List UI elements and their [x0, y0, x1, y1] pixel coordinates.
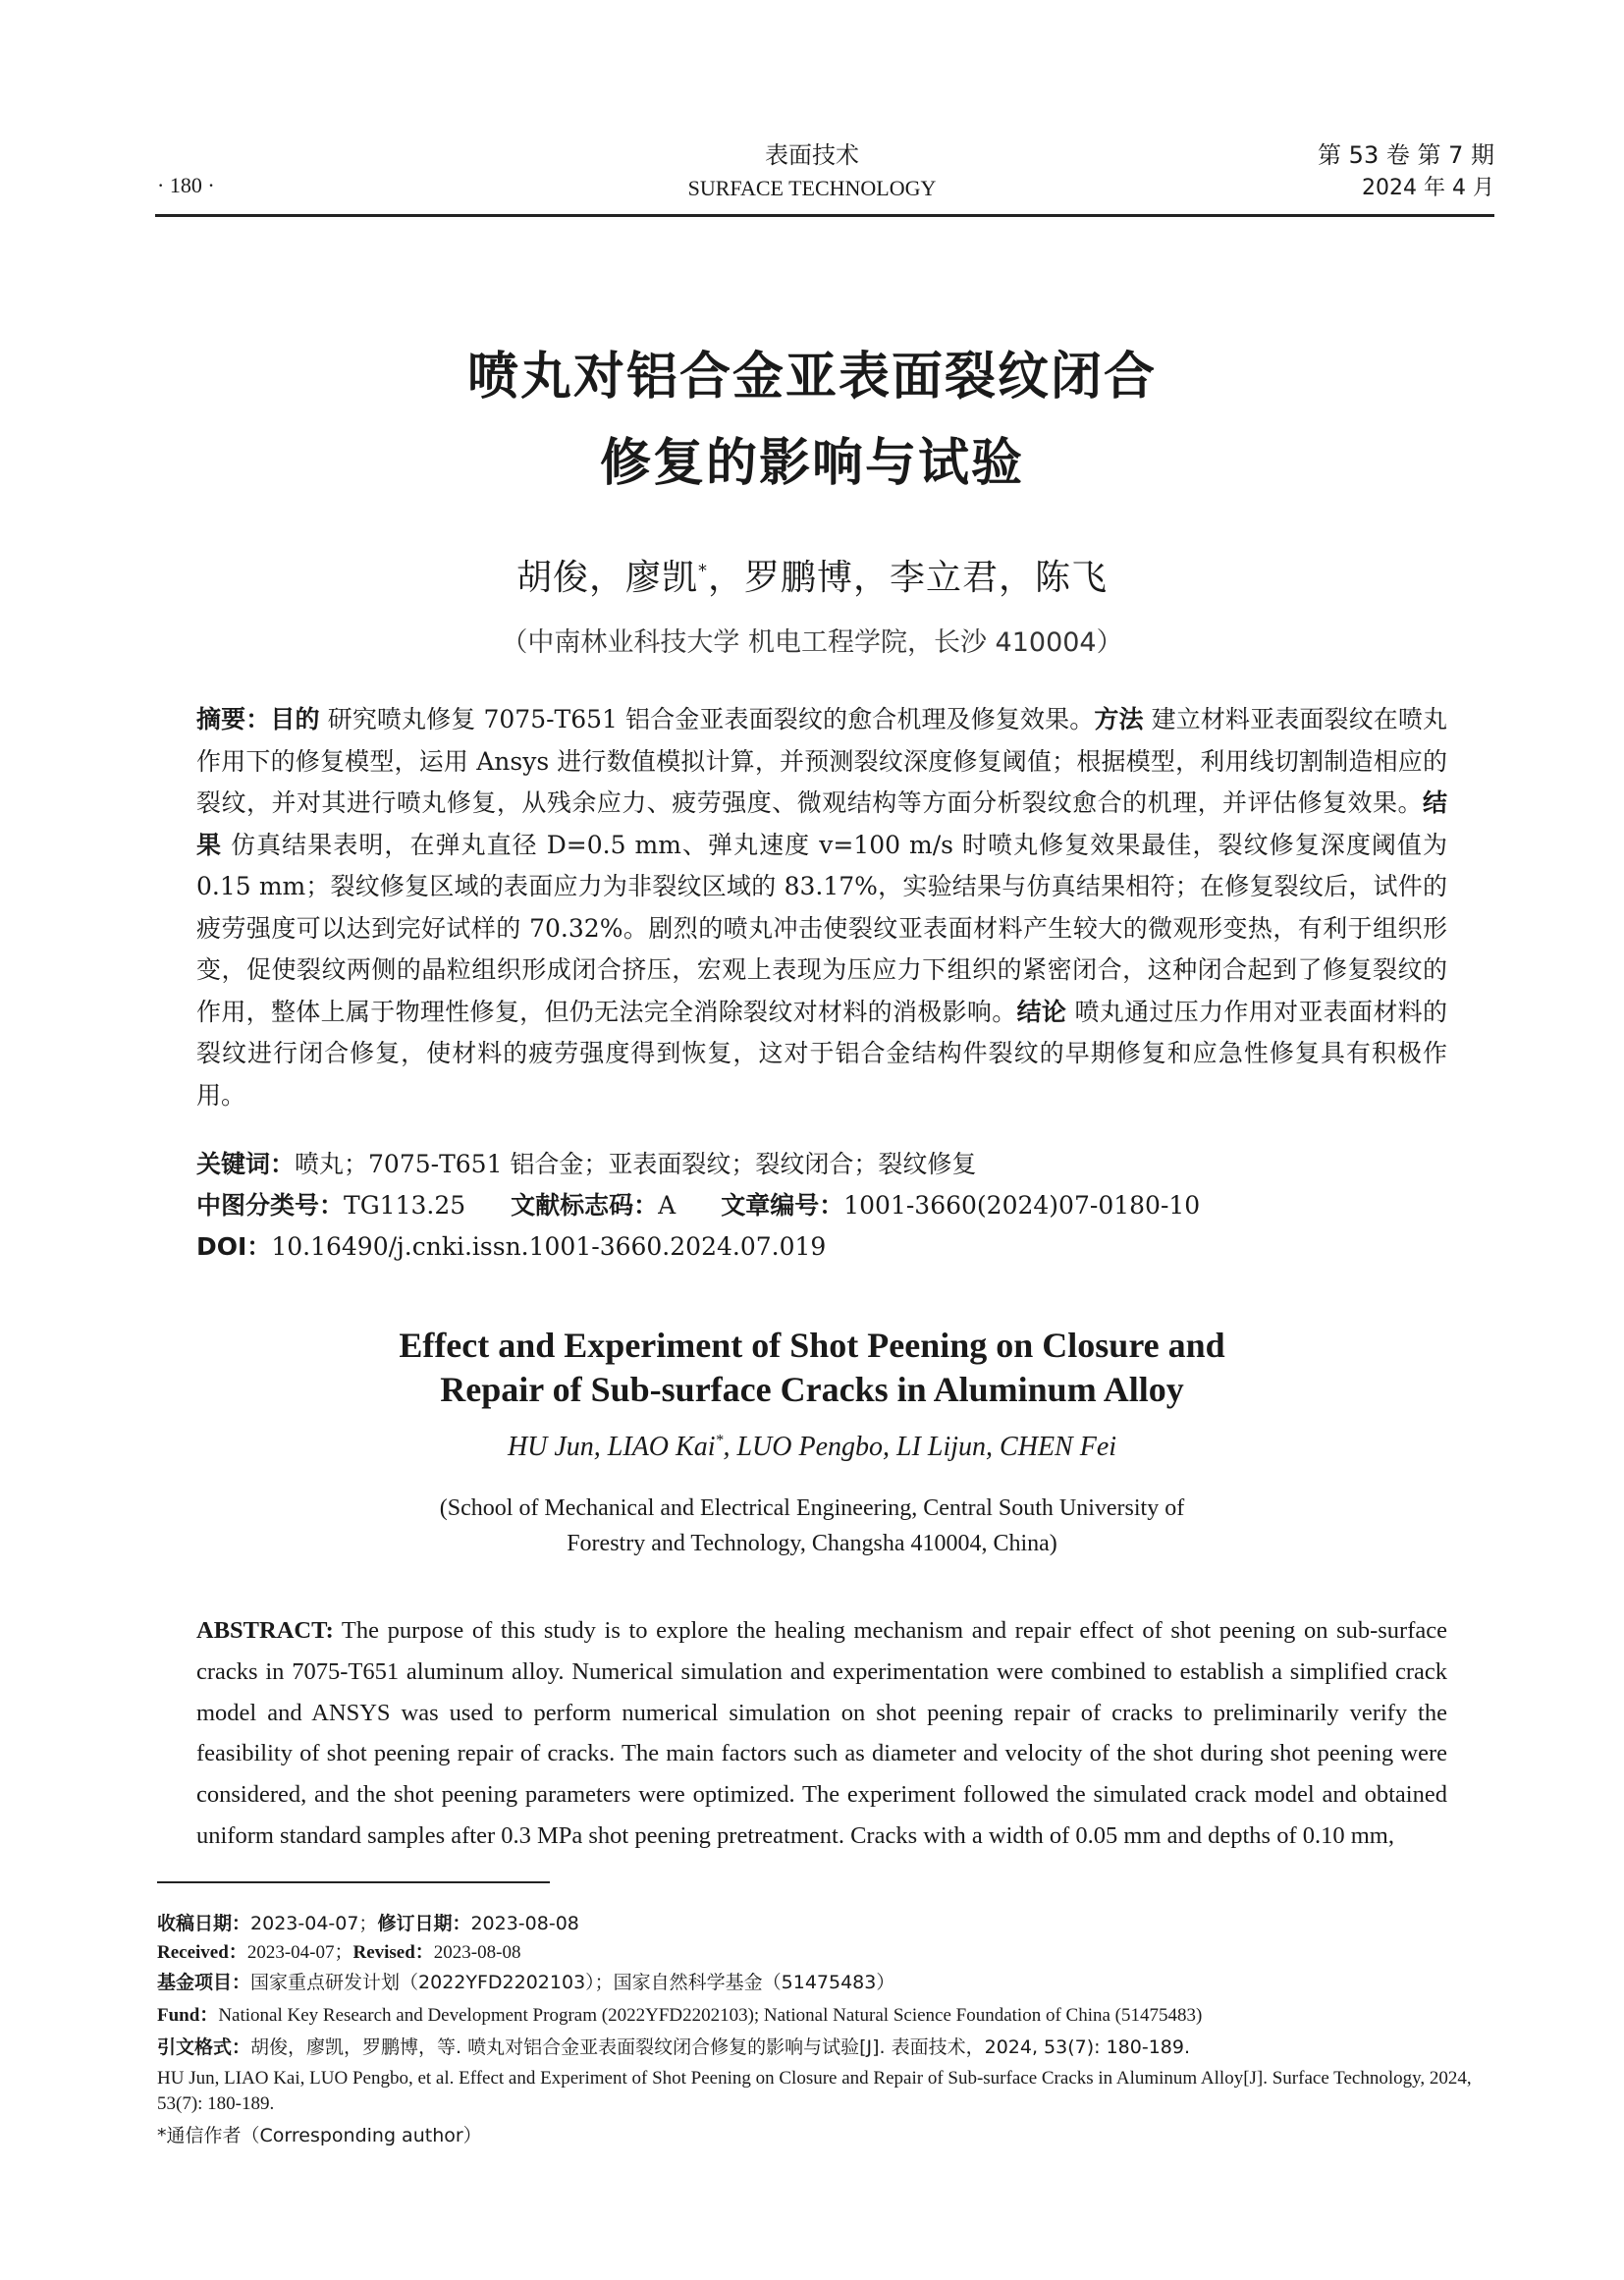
article-number-label: 文章编号：	[721, 1191, 844, 1220]
doc-code-label: 文献标志码：	[511, 1191, 659, 1220]
received-cn-value: 2023-04-07；	[250, 1913, 378, 1934]
volume-issue: 第 53 卷 第 7 期	[1318, 141, 1494, 169]
result-label: 结果	[196, 788, 1447, 859]
footnote-fund-en	[157, 2003, 1483, 2029]
author-cn-2: 廖凯	[624, 558, 698, 598]
issue-date: 2024 年 4 月	[1362, 176, 1494, 200]
doi-value[interactable]: 10.16490/j.cnki.issn.1001-3660.2024.07.019	[271, 1232, 827, 1261]
keywords	[196, 1145, 1447, 1180]
revised-cn-value: 2023-08-08	[470, 1913, 579, 1934]
article-number-value: 1001-3660(2024)07-0180-10	[843, 1191, 1201, 1220]
authors-en-rest: , LUO Pengbo, LI Lijun, CHEN Fei	[723, 1432, 1117, 1462]
journal-name-cn: 表面技术	[765, 141, 859, 169]
issue-info	[1318, 137, 1494, 204]
result-text: 仿真结果表明，在弹丸直径 D=0.5 mm、弹丸速度 v=100 m/s 时喷丸修复效果最佳，裂纹修复深度阈值为 0.15 mm；裂纹修复区域的表面应力为非裂纹区域的 83.17%，实验结果与仿真结果相符；在修复裂纹后，试件的疲劳强度可以达到完好试样的 70.32%。剧烈的喷丸冲击使裂纹亚表面材料产生较大的微观形变热，有利于组织形变，促使裂纹两侧的晶粒组织形成闭合挤压，宏观上表现为压应力下组织的紧密闭合，这种闭合起到了修复裂纹的作用，整体上属于物理性修复，但仍无法完全消除裂纹对材料的消极影响。	[196, 830, 1447, 1026]
revised-en-value: 2023-08-08	[433, 1942, 521, 1963]
header-rule	[155, 214, 1494, 217]
abstract-cn-label: 摘要：	[196, 705, 271, 733]
authors-en	[0, 1432, 1624, 1463]
abstract-cn	[196, 699, 1447, 1116]
revised-en-label: Revised：	[352, 1942, 434, 1963]
clc-value: TG113.25	[344, 1191, 466, 1220]
footnote-fund-cn	[157, 1970, 1483, 1995]
title-en-line1: Effect and Experiment of Shot Peening on Closure and	[399, 1326, 1225, 1365]
author-cn-rest: ，罗鹏博，李立君，陈飞	[708, 558, 1109, 598]
received-en-value: 2023-04-07；	[246, 1942, 353, 1963]
title-en-line2: Repair of Sub-surface Cracks in Aluminum Alloy	[440, 1370, 1184, 1409]
page-number: · 180 ·	[157, 173, 215, 197]
authors-cn	[0, 550, 1624, 600]
clc-label: 中图分类号：	[196, 1191, 345, 1220]
abstract-en-text: The purpose of this study is to explore the healing mechanism and repair effect of shot peening on sub-surface cracks in 7075-T651 aluminum alloy. Numerical simulation and experimentation were combined to establish a simplified crack model and ANSYS was used to perform numerical simulation on shot peening repair of cracks to preliminarily verify the feasibility of shot peening repair of cracks. The main factors such as diameter and velocity of the shot during shot peening were considered, and the shot peening parameters were optimized. The experiment followed the simulated crack model and obtained uniform standard samples after 0.3 MPa shot peening pretreatment. Cracks with a width of 0.05 mm and depths of 0.10 mm,	[196, 1617, 1447, 1849]
title-cn-line2: 修复的影响与试验	[599, 434, 1024, 493]
fund-en-label: Fund：	[157, 2005, 219, 2026]
received-en-label: Received：	[157, 1942, 247, 1963]
affiliation-en	[0, 1491, 1624, 1561]
objective-label: 目的	[270, 705, 320, 733]
footnote-cite-cn	[157, 2035, 1483, 2060]
footnote-corresponding: *通信作者（Corresponding author）	[157, 2125, 482, 2146]
fund-cn-label: 基金项目：	[157, 1972, 251, 1993]
doc-code-value: A	[658, 1191, 677, 1220]
title-cn-line1: 喷丸对铝合金亚表面裂纹闭合	[466, 348, 1157, 407]
authors-en-first: HU Jun, LIAO Kai	[507, 1432, 716, 1462]
conclusion-label: 结论	[1016, 997, 1067, 1026]
affiliation-en-line1: (School of Mechanical and Electrical Engineering, Central South University of	[439, 1495, 1185, 1521]
title-en	[0, 1324, 1624, 1412]
received-cn-label: 收稿日期：	[157, 1913, 251, 1934]
corresponding-mark-en: *	[715, 1432, 724, 1449]
affiliation-en-line2: Forestry and Technology, Changsha 410004, China)	[567, 1531, 1057, 1556]
footnote-rule	[157, 1881, 550, 1883]
doi	[196, 1227, 1447, 1263]
doi-label: DOI：	[196, 1232, 272, 1261]
fund-cn-value: 国家重点研发计划（2022YFD2202103）；国家自然科学基金（51475483）	[250, 1972, 895, 1993]
footnote-received-en	[157, 1940, 1483, 1966]
fund-en-value: National Key Research and Development Program (2022YFD2202103); National Natural Science Foundation of China (51475483)	[218, 2005, 1203, 2026]
corresponding-mark: *	[698, 561, 708, 581]
footnote-received-cn	[157, 1911, 1483, 1936]
affiliation-cn: （中南林业科技大学 机电工程学院，长沙 410004）	[501, 627, 1123, 658]
footnote-cite-en: HU Jun, LIAO Kai, LUO Pengbo, et al. Effect and Experiment of Shot Peening on Closure and Repair of Sub-surface Cracks in Aluminum Alloy[J]. Surface Technology, 2024, 53(7): 180-189.	[157, 2068, 1472, 2114]
cite-cn-label: 引文格式：	[157, 2036, 251, 2058]
keywords-value: 喷丸；7075-T651 铝合金；亚表面裂纹；裂纹闭合；裂纹修复	[295, 1150, 977, 1178]
revised-cn-label: 修订日期：	[377, 1913, 471, 1934]
cite-cn-value: 胡俊，廖凯，罗鹏博，等. 喷丸对铝合金亚表面裂纹闭合修复的影响与试验[J]. 表面技术，2024, 53(7): 180-189.	[250, 2036, 1190, 2058]
classification	[196, 1186, 1447, 1221]
method-label: 方法	[1094, 705, 1144, 733]
abstract-en-label: ABSTRACT:	[196, 1617, 334, 1644]
abstract-en	[196, 1610, 1447, 1857]
keywords-label: 关键词：	[196, 1150, 296, 1178]
journal-name-en: SURFACE TECHNOLOGY	[687, 176, 937, 200]
method-text: 建立材料亚表面裂纹在喷丸作用下的修复模型，运用 Ansys 进行数值模拟计算，并预测裂纹深度修复阈值；根据模型，利用线切割制造相应的裂纹，并对其进行喷丸修复，从残余应力、疲劳强度、微观结构等方面分析裂纹愈合的机理，并评估修复效果。	[196, 705, 1447, 817]
author-cn-1: 胡俊，	[515, 558, 625, 598]
objective-text: 研究喷丸修复 7075-T651 铝合金亚表面裂纹的愈合机理及修复效果。	[319, 705, 1095, 733]
conclusion-text: 喷丸通过压力作用对亚表面材料的裂纹进行闭合修复，使材料的疲劳强度得到恢复，这对于铝合金结构件裂纹的早期修复和应急性修复具有积极作用。	[196, 997, 1447, 1110]
title-cn	[0, 334, 1624, 507]
